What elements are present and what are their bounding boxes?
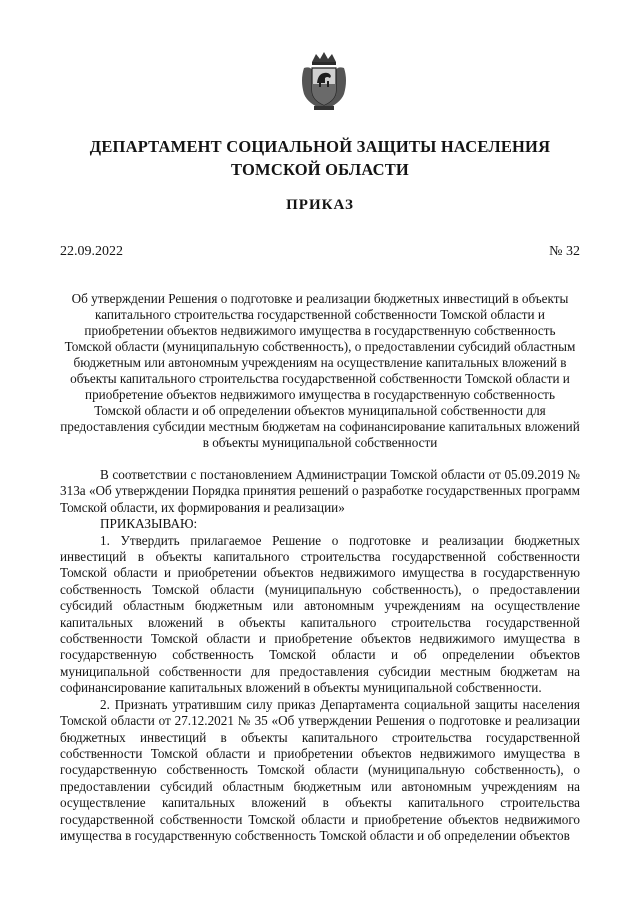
document-type: ПРИКАЗ [286, 197, 354, 213]
coat-of-arms-icon [298, 50, 350, 112]
item-2-paragraph: 2. Признать утратившим силу приказ Департамента социальной защиты населения Томской области от 27.12.2021 № 35 «Об утверждении Решения о подготовке и реализации бюджетных инвестиций в объекты капитального строительства государственной собственности Томской области и приобретении объектов недвижимого имущества в государственную собственность Томской области (муниципальную собственность), о предоставлении субсидий областным бюджетным или автономным учреждениям на осуществление капитальных вложений в объекты капитального строительства государственной собственности Томской области и приобретение объектов недвижимого имущества в государственную собственность Томской области и об определении объектов [60, 696, 580, 843]
preamble-paragraph: В соответствии с постановлением Администрации Томской области от 05.09.2019 № 313а «Об утверждении Порядка принятия решений о разработке государственных программ Томской области, их формирования и реализации» [60, 467, 580, 515]
document-subject: Об утверждении Решения о подготовке и реализации бюджетных инвестиций в объекты капитального строительства государственной собственности Томской области и приобретении объектов недвижимого имущества в государственную собственность Томской области (муниципальную собственность), о предоставлении субсидий областным бюджетным или автономным учреждениям на осуществление капитальных вложений в объекты капитального строительства государственной собственности Томской области и приобретение объектов недвижимого имущества в государственную собственность Томской области и об определении объектов муниципальной собственности для предоставления субсидии местным бюджетам на софинансирование капитальных вложений в объекты муниципальной собственности [60, 291, 580, 450]
document-body [60, 467, 580, 844]
document-date: 22.09.2022 [60, 244, 123, 259]
document-number: № 32 [549, 244, 580, 259]
item-1-paragraph: 1. Утвердить прилагаемое Решение о подготовке и реализации бюджетных инвестиций в объекты капитального строительства государственной собственности Томской области и приобретении объектов недвижимого имущества в государственную собственность Томской области (муниципальную собственность), о предоставлении субсидий областным бюджетным или автономным учреждениям на осуществление капитальных вложений в объекты капитального строительства государственной собственности Томской области и приобретение объектов недвижимого имущества в государственную собственность Томской области и об определении объектов муниципальной собственности для предоставления субсидии местным бюджетам на софинансирование капитальных вложений в объекты муниципальной собственности. [60, 532, 580, 696]
order-word: ПРИКАЗЫВАЮ: [100, 516, 198, 532]
department-title-line2: ТОМСКОЙ ОБЛАСТИ [231, 160, 409, 179]
department-title-line1: ДЕПАРТАМЕНТ СОЦИАЛЬНОЙ ЗАЩИТЫ НАСЕЛЕНИЯ [89, 137, 551, 156]
